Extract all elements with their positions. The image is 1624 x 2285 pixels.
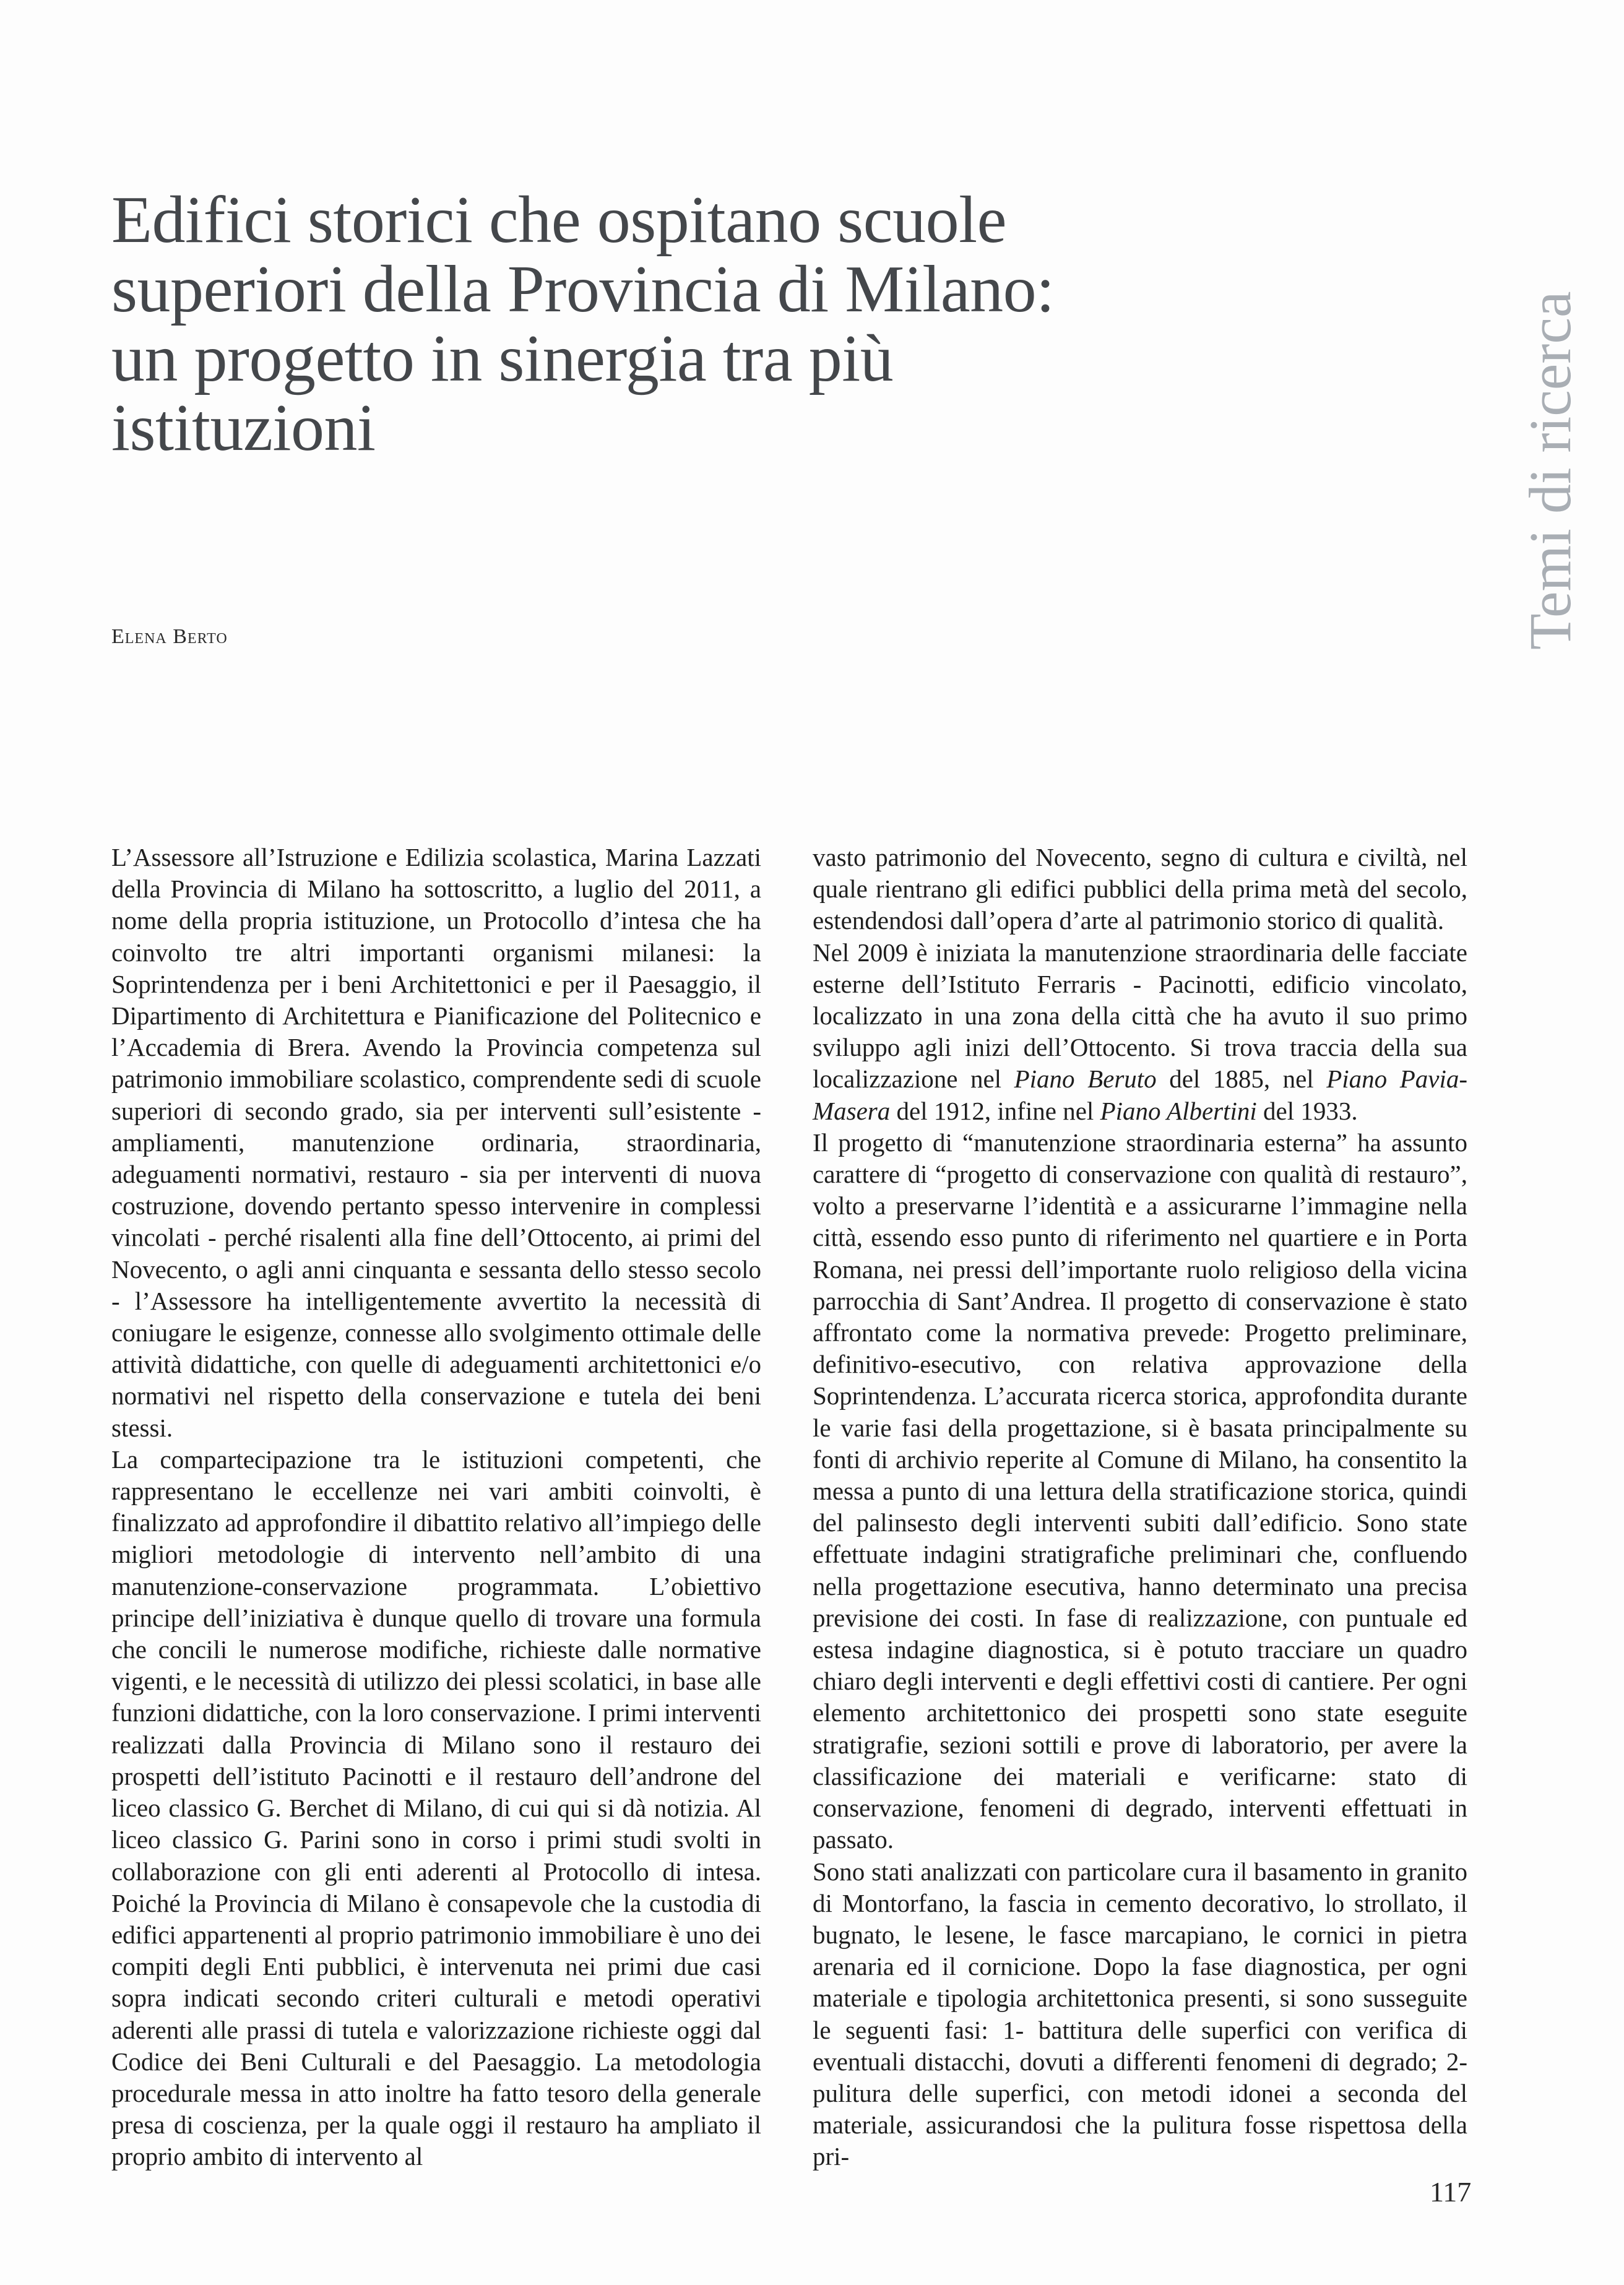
page-number: 117 <box>1430 2176 1472 2208</box>
paragraph: Il progetto di “manutenzione straordinaria esterna” ha assunto carattere di “progetto di conservazione con qualità di restauro”, volto a preservarne l’identità e a assicurarne l’immagine nella città, essendo esso punto di riferimento nel quartiere e in Porta Romana, nei pressi dell’importante ruolo religioso della vicina parrocchia di Sant’Andrea. Il progetto di conservazione è stato affrontato come la normativa prevede: Progetto preliminare, definitivo-esecutivo, con relativa approvazione della Soprintendenza. L’accurata ricerca storica, approfondita durante le varie fasi della progettazione, si è basata principalmente su fonti di archivio reperite al Comune di Milano, ha consentito la messa a punto di una lettura della stratificazione storica, quindi del palinsesto degli interventi subiti dall’edificio. Sono state effettuate indagini stratigrafiche preliminari che, confluendo nella progettazione esecutiva, hanno determinato una precisa previsione dei costi. In fase di realizzazione, con puntuale ed estesa indagine diagnostica, si è potuto tracciare un quadro chiaro degli interventi e degli effettivi costi di cantiere. Per ogni elemento architettonico dei prospetti sono state eseguite stratigrafie, sezioni sottili e prove di laboratorio, per avere la classificazione dei materiali e verificarne: stato di conservazione, fenomeni di degrado, interventi effettuati in passato. <box>813 1128 1467 1854</box>
paragraph <box>813 937 1467 1127</box>
text-run: del 1912, infine nel <box>890 1096 1100 1125</box>
paragraph: L’Assessore all’Istruzione e Edilizia scolastica, Marina Lazzati della Provincia di Milano ha sottoscritto, a luglio del 2011, a nome della propria istituzione, un Protocollo d’intesa che ha coinvolto tre altri importanti organismi milanesi: la Soprintendenza per i beni Architettonici e per il Paesaggio, il Dipartimento di Architettura e Pianificazione del Politecnico e l’Accademia di Brera. Avendo la Provincia competenza sul patrimonio immobiliare scolastico, comprendente sedi di scuole superiori di secondo grado, sia per interventi sull’esistente - ampliamenti, manutenzione ordinaria, straordinaria, adeguamenti normativi, restauro - sia per interventi di nuova costruzione, dovendo pertanto spesso intervenire in complessi vincolati - perché risalenti alla fine dell’Ottocento, ai primi del Novecento, o agli anni cinquanta e sessanta dello stesso secolo - l’Assessore ha intelligentemente avvertito la necessità di coniugare le esigenze, connesse allo svolgimento ottimale delle attività didattiche, con quelle di adeguamenti architettonici e/o normativi nel rispetto della conservazione e tutela dei beni stessi. <box>111 843 761 1442</box>
paragraph: Sono stati analizzati con particolare cura il basamento in granito di Montorfano, la fascia in cemento decorativo, lo strollato, il bugnato, le lesene, le fasce marcapiano, le cornici in pietra arenaria ed il cornicione. Dopo la fase diagnostica, per ogni materiale e tipologia architettonica presenti, si sono susseguite le seguenti fasi: 1- battitura delle superfici con verifica di eventuali distacchi, dovuti a differenti fenomeni di degrado; 2- pulitura delle superfici, con metodi idonei a seconda del materiale, assicurandosi che la pulitura fosse rispettosa della pri- <box>813 1857 1467 2171</box>
paragraph: La compartecipazione tra le istituzioni competenti, che rappresentano le eccellenze nei vari ambiti coinvolti, è finalizzato ad approfondire il dibattito relativo all’impiego delle migliori metodologie di intervento nell’ambito di una manutenzione-conservazione programmata. L’obiettivo principe dell’iniziativa è dunque quello di trovare una formula che concili le numerose modifiche, richieste dalle normative vigenti, e le necessità di utilizzo dei plessi scolatici, in base alle funzioni didattiche, con la loro conservazione. I primi interventi realizzati dalla Provincia di Milano sono il restauro dei prospetti dell’istituto Pacinotti e il restauro dell’androne del liceo classico G. Berchet di Milano, di cui qui si dà notizia. Al liceo classico G. Parini sono in corso i primi studi svolti in collaborazione con gli enti aderenti al Protocollo di intesa. Poiché la Provincia di Milano è consapevole che la custodia di edifici appartenenti al proprio patrimonio immobiliare è uno dei compiti degli Enti pubblici, è intervenuta nei primi due casi sopra indicati secondo criteri culturali e metodi operativi aderenti alle prassi di tutela e valorizzazione richieste oggi dal Codice dei Beni Culturali e del Paesaggio. La metodologia procedurale messa in atto inoltre ha fatto tesoro della generale presa di coscienza, per la quale oggi il restauro ha ampliato il proprio ambito di intervento al <box>111 1445 761 2171</box>
author-byline: Elena Berto <box>111 625 228 648</box>
text-run: Nel 2009 è iniziata la manutenzione straordinaria delle facciate esterne dell’Istituto Ferraris - Pacinotti, edificio vincolato, localizzato in una zona della città che ha avuto il suo primo sviluppo agli inizi dell’Ottocento. Si trova traccia della sua localizzazione nel <box>813 938 1467 1094</box>
title-line: un progetto in sinergia tra più <box>111 322 894 395</box>
title-line: Edifici storici che ospitano scuole <box>111 183 1007 257</box>
plan-name-italic: Piano Albertini <box>1100 1096 1257 1125</box>
plan-name-italic: Piano Beruto <box>1014 1065 1157 1094</box>
text-run: del 1885, nel <box>1156 1065 1327 1094</box>
left-column <box>111 842 761 2173</box>
text-run: del 1933. <box>1256 1096 1358 1125</box>
plan-name-italic: Piano Pavia-Masera <box>813 1065 1467 1125</box>
title-line: superiori della Provincia di Milano: <box>111 253 1055 326</box>
paragraph: vasto patrimonio del Novecento, segno di cultura e civiltà, nel quale rientrano gli edifici pubblici della prima metà del secolo, estendendosi dall’opera d’arte al patrimonio storico di qualità. <box>813 843 1467 935</box>
title-line: istituzioni <box>111 391 376 465</box>
article-title <box>111 183 1287 465</box>
section-tab-label: Temi di ricerca <box>1517 291 1583 650</box>
right-column <box>813 842 1467 2173</box>
